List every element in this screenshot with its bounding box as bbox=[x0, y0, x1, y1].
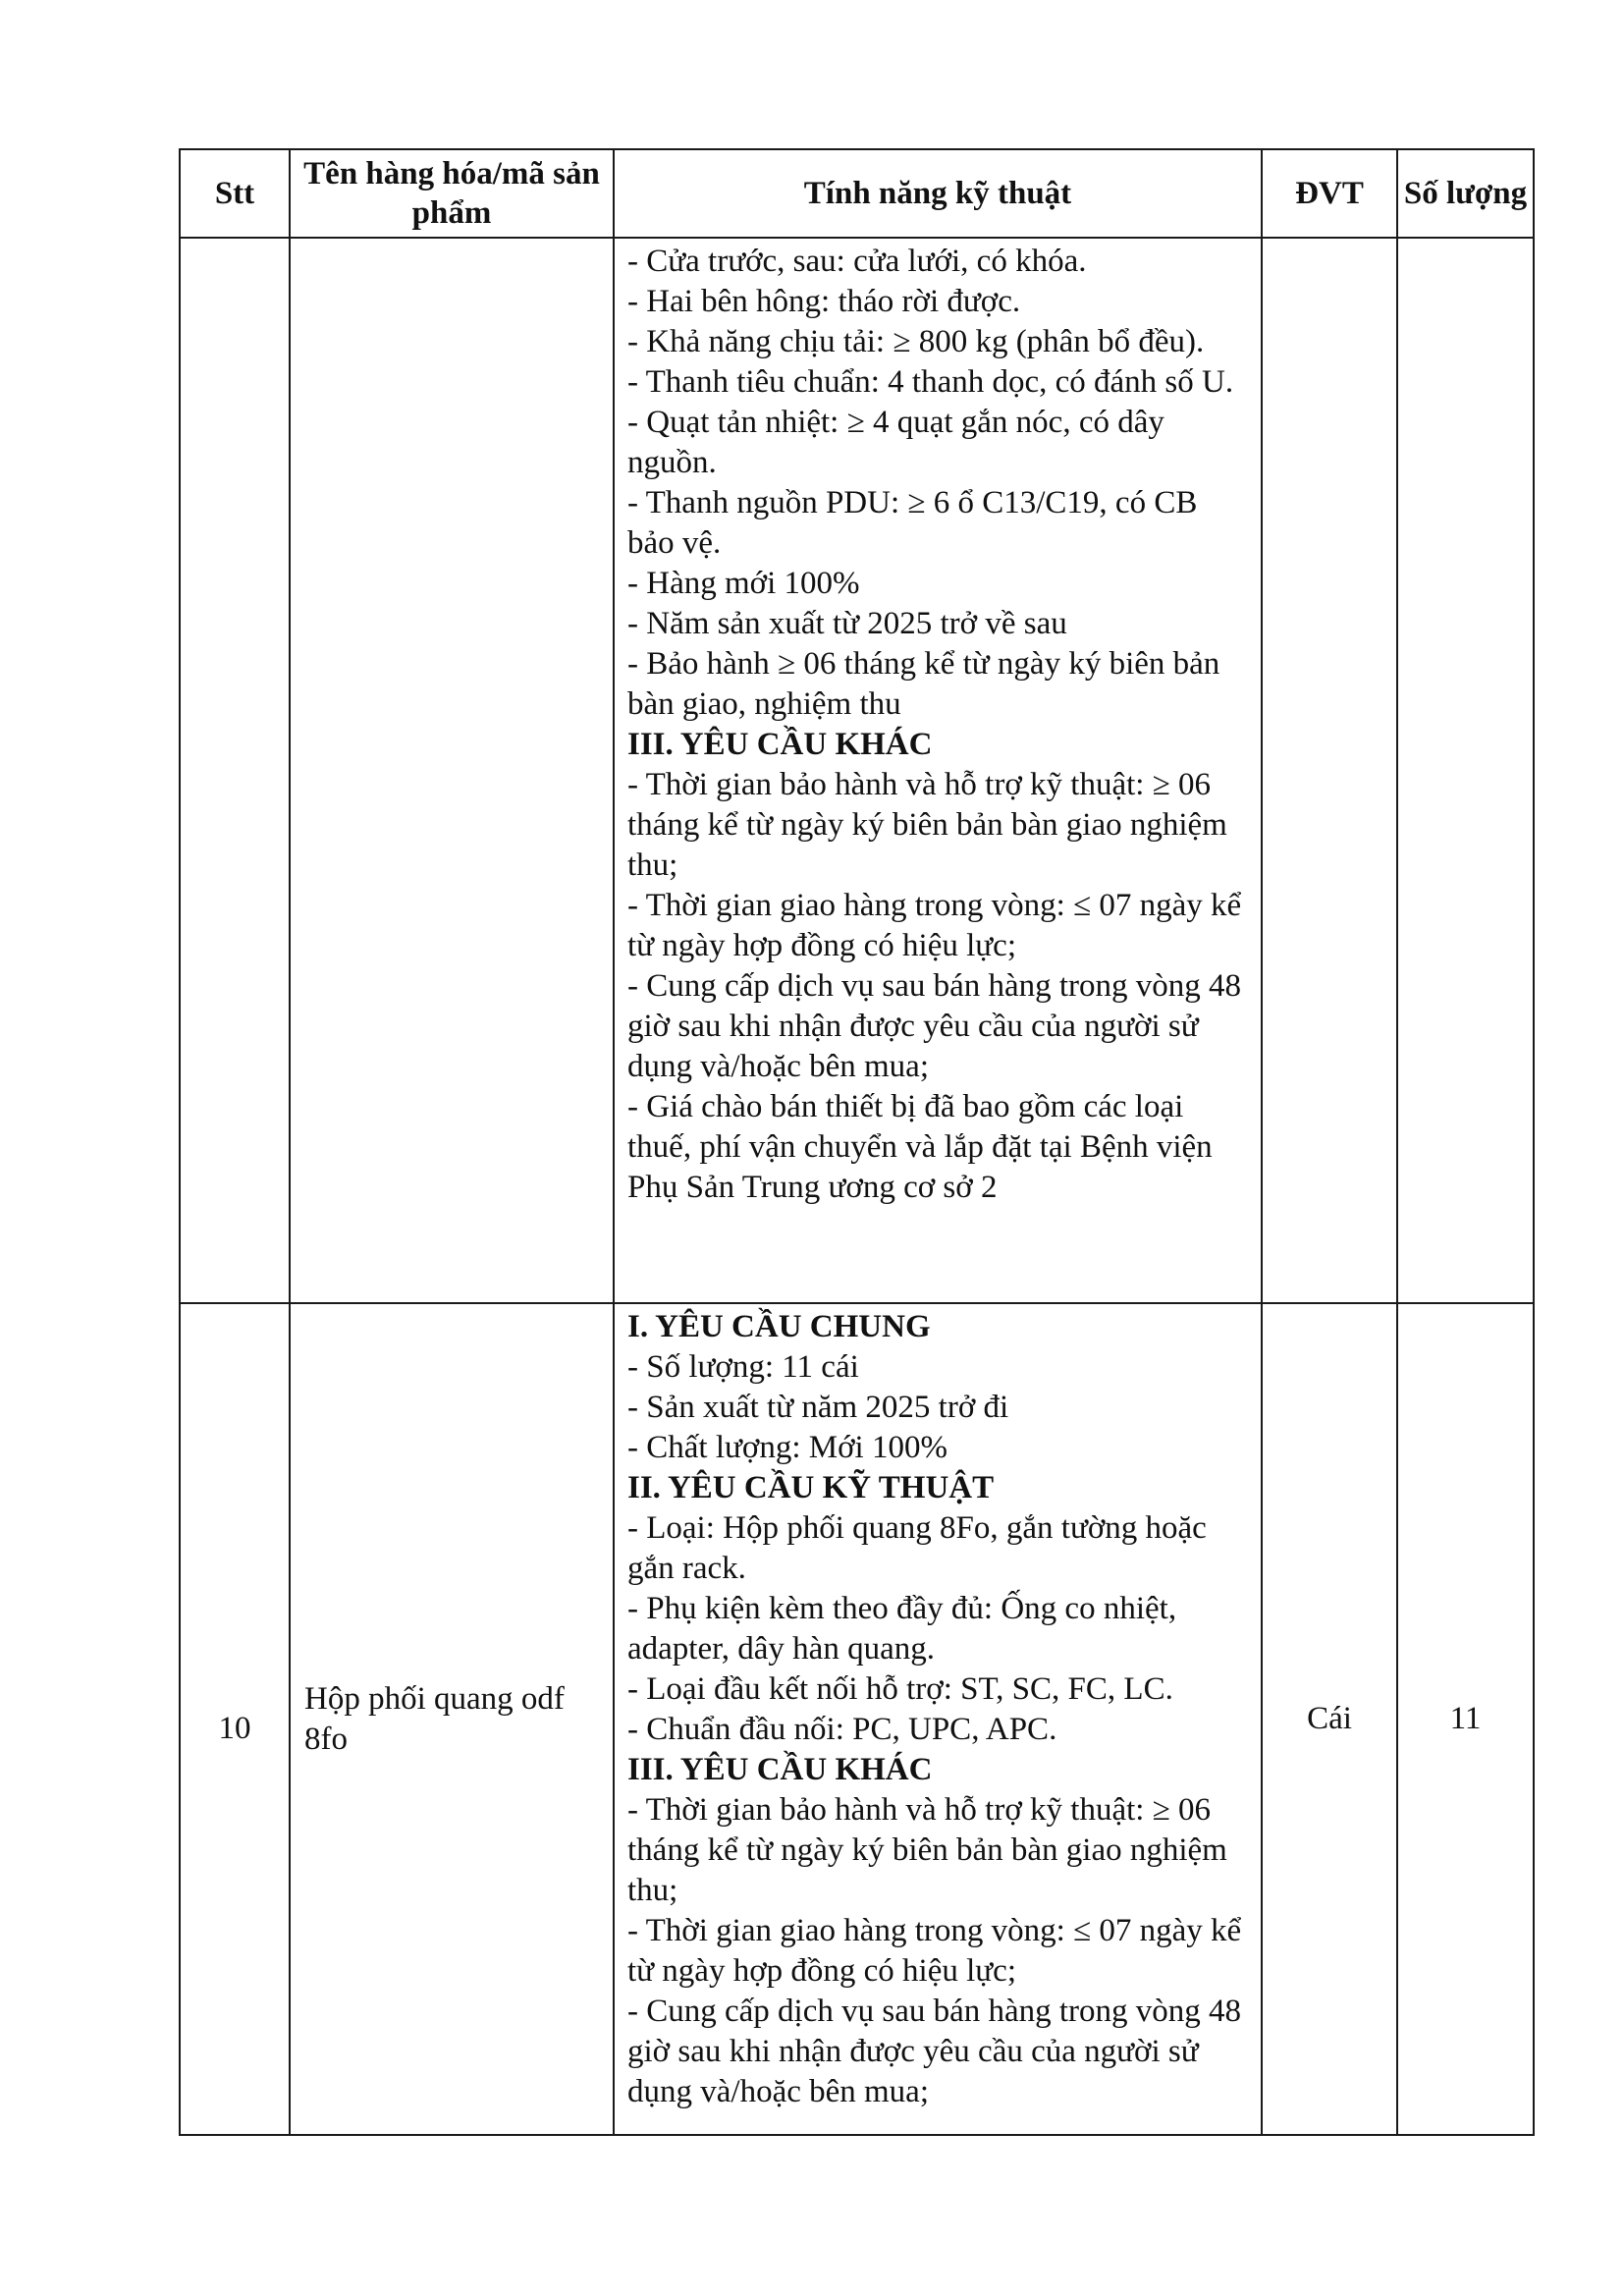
spec-line: - Loại đầu kết nối hỗ trợ: ST, SC, FC, LC. bbox=[627, 1671, 1173, 1707]
spec-line: - Thanh tiêu chuẩn: 4 thanh dọc, có đánh số U. bbox=[627, 364, 1234, 400]
spec-line: - Cửa trước, sau: cửa lưới, có khóa. bbox=[627, 244, 1087, 279]
spec-line: - Quạt tản nhiệt: ≥ 4 quạt gắn nóc, có dây nguồn. bbox=[627, 405, 1164, 480]
spec-line: - Thời gian giao hàng trong vòng: ≤ 07 ngày kể từ ngày hợp đồng có hiệu lực; bbox=[627, 1913, 1242, 1989]
header-product-name: Tên hàng hóa/mã sản phẩm bbox=[290, 149, 614, 238]
cell-stt bbox=[180, 238, 290, 1303]
spec-line: - Khả năng chịu tải: ≥ 800 kg (phân bổ đều). bbox=[627, 324, 1205, 359]
table-header-row bbox=[180, 149, 1534, 238]
spec-section-heading: II. YÊU CẦU KỸ THUẬT bbox=[627, 1470, 995, 1505]
spec-line: - Hai bên hông: tháo rời được. bbox=[627, 284, 1021, 319]
cell-product-name: Hộp phối quang odf 8fo bbox=[290, 1303, 614, 2135]
spec-section-heading: III. YÊU CẦU KHÁC bbox=[627, 1752, 933, 1787]
spec-line: - Số lượng: 11 cái bbox=[627, 1349, 859, 1385]
cell-unit: Cái bbox=[1262, 1303, 1397, 2135]
spec-line: - Chuẩn đầu nối: PC, UPC, APC. bbox=[627, 1712, 1057, 1747]
cell-technical-features bbox=[614, 238, 1262, 1303]
cell-technical-features bbox=[614, 1303, 1262, 2135]
spec-line: - Cung cấp dịch vụ sau bán hàng trong vòng 48 giờ sau khi nhận được yêu cầu của người sử dụng và/hoặc bên mua; bbox=[627, 1994, 1242, 2109]
header-technical-features: Tính năng kỹ thuật bbox=[614, 149, 1262, 238]
spec-line: - Chất lượng: Mới 100% bbox=[627, 1430, 947, 1465]
spec-line: - Giá chào bán thiết bị đã bao gồm các loại thuế, phí vận chuyển và lắp đặt tại Bệnh viện Phụ Sản Trung ương cơ sở 2 bbox=[627, 1089, 1213, 1205]
spec-line: - Hàng mới 100% bbox=[627, 566, 860, 601]
cell-stt: 10 bbox=[180, 1303, 290, 2135]
cell-quantity: 11 bbox=[1397, 1303, 1534, 2135]
spec-section-heading: I. YÊU CẦU CHUNG bbox=[627, 1309, 931, 1344]
spec-line: - Thanh nguồn PDU: ≥ 6 ổ C13/C19, có CB bảo vệ. bbox=[627, 485, 1198, 561]
spec-line: - Thời gian bảo hành và hỗ trợ kỹ thuật: ≥ 06 tháng kể từ ngày ký biên bản bàn giao nghiệm thu; bbox=[627, 1792, 1227, 1908]
header-unit: ĐVT bbox=[1262, 149, 1397, 238]
spec-line: - Cung cấp dịch vụ sau bán hàng trong vòng 48 giờ sau khi nhận được yêu cầu của người sử dụng và/hoặc bên mua; bbox=[627, 968, 1242, 1084]
spec-line: - Sản xuất từ năm 2025 trở đi bbox=[627, 1390, 1009, 1425]
spec-line: - Thời gian bảo hành và hỗ trợ kỹ thuật: ≥ 06 tháng kể từ ngày ký biên bản bàn giao nghiệm thu; bbox=[627, 767, 1227, 883]
cell-product-name bbox=[290, 238, 614, 1303]
header-stt: Stt bbox=[180, 149, 290, 238]
table-row bbox=[180, 238, 1534, 1303]
specification-table bbox=[179, 148, 1535, 2136]
spec-line: - Phụ kiện kèm theo đầy đủ: Ống co nhiệt, adapter, dây hàn quang. bbox=[627, 1591, 1177, 1667]
table-row bbox=[180, 1303, 1534, 2135]
cell-unit bbox=[1262, 238, 1397, 1303]
spec-line: - Thời gian giao hàng trong vòng: ≤ 07 ngày kể từ ngày hợp đồng có hiệu lực; bbox=[627, 888, 1242, 963]
cell-quantity bbox=[1397, 238, 1534, 1303]
header-quantity: Số lượng bbox=[1397, 149, 1534, 238]
spec-line: - Năm sản xuất từ 2025 trở về sau bbox=[627, 606, 1067, 641]
spec-line: - Loại: Hộp phối quang 8Fo, gắn tường hoặc gắn rack. bbox=[627, 1510, 1207, 1586]
spec-section-heading: III. YÊU CẦU KHÁC bbox=[627, 727, 933, 762]
spec-line: - Bảo hành ≥ 06 tháng kể từ ngày ký biên bản bàn giao, nghiệm thu bbox=[627, 646, 1220, 722]
